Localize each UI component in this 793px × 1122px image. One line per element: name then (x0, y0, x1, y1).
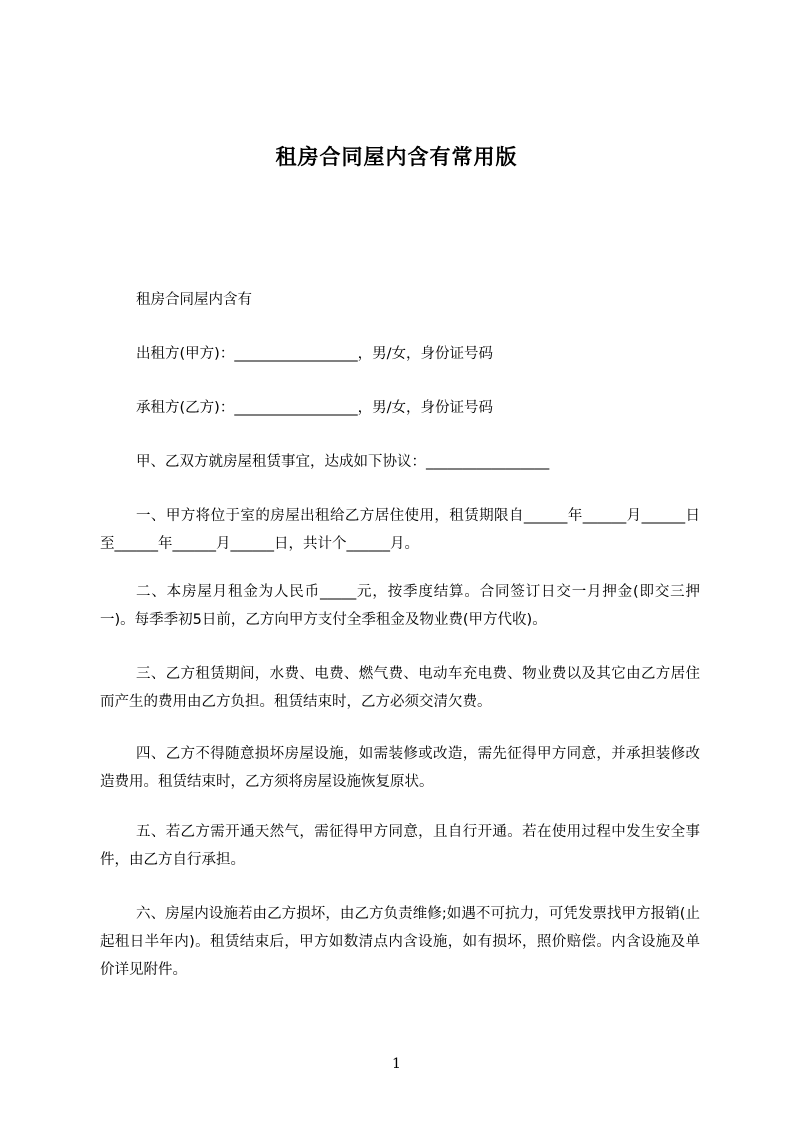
clause-2: 二、本房屋月租金为人民币_____元，按季度结算。合同签订日交一月押金(即交三押一)。每季季初5日前，乙方向甲方支付全季租金及物业费(甲方代收)。 (100, 584, 700, 628)
clause-1: 一、甲方将位于室的房屋出租给乙方居住使用，租赁期限自______年______月______日至______年______月______日，共计个______月。 (100, 508, 700, 552)
clause-3: 三、乙方租赁期间，水费、电费、燃气费、电动车充电费、物业费以及其它由乙方居住而产生的费用由乙方负担。租赁结束时，乙方必须交清欠费。 (100, 666, 700, 710)
lessor-line: 出租方(甲方)：_________________，男/女，身份证号码 (136, 346, 493, 362)
page-number: 1 (392, 1056, 401, 1072)
intro-paragraph: 租房合同屋内含有 (136, 292, 252, 308)
agreement-line: 甲、乙双方就房屋租赁事宜，达成如下协议：_________________ (136, 454, 550, 470)
clause-5: 五、若乙方需开通天然气，需征得甲方同意，且自行开通。若在使用过程中发生安全事件，由乙方自行承担。 (100, 824, 700, 868)
lessee-line: 承租方(乙方)：_________________，男/女，身份证号码 (136, 400, 493, 416)
clause-6: 六、房屋内设施若由乙方损坏，由乙方负责维修;如遇不可抗力，可凭发票找甲方报销(止起租日半年内)。租赁结束后，甲方如数清点内含设施，如有损坏，照价赔偿。内含设施及单价详见附件。 (100, 906, 700, 978)
document-title: 租房合同屋内含有常用版 (275, 145, 518, 169)
clause-4: 四、乙方不得随意损坏房屋设施，如需装修或改造，需先征得甲方同意，并承担装修改造费用。租赁结束时，乙方须将房屋设施恢复原状。 (100, 746, 700, 790)
